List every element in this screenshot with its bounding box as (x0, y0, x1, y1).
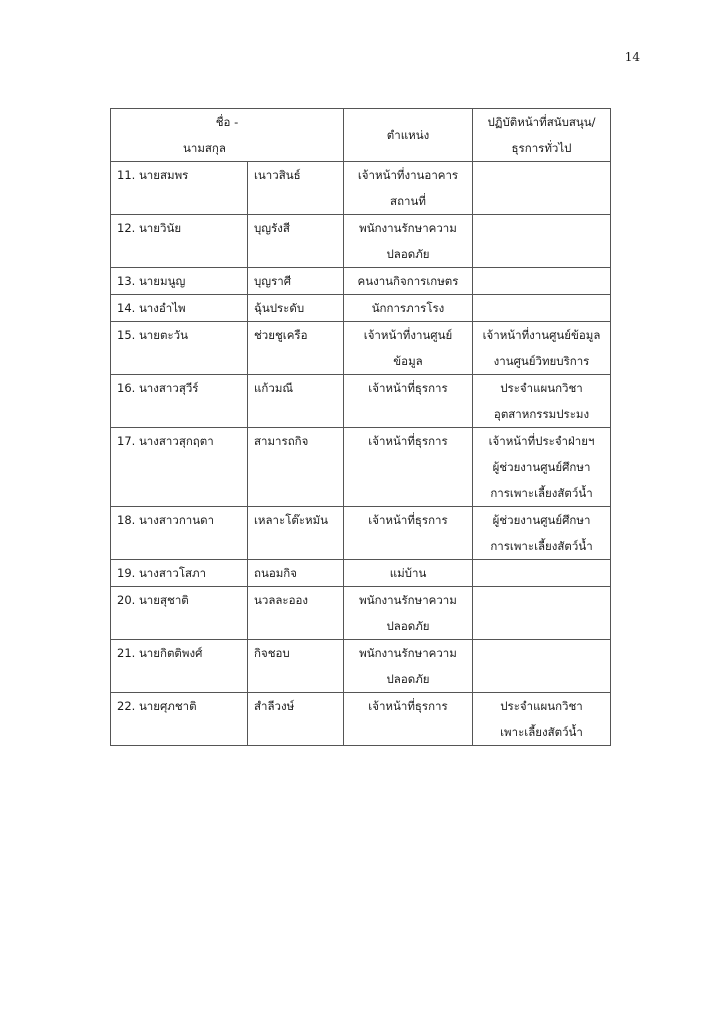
header-duty (473, 109, 611, 162)
table-row (111, 640, 611, 693)
cell-surname: ถนอมกิจ (248, 560, 344, 587)
cell-surname: นวลละออง (248, 587, 344, 640)
cell-duty (473, 587, 611, 640)
table-row (111, 322, 611, 375)
cell-duty (473, 507, 611, 560)
header-position: ตำแหน่ง (344, 109, 473, 162)
cell-position (344, 268, 473, 295)
cell-name: 21. นายกิตติพงศ์ (111, 640, 248, 693)
cell-name: 17. นางสาวสุกฤตา (111, 428, 248, 507)
cell-surname: บุญรังสี (248, 215, 344, 268)
cell-duty (473, 215, 611, 268)
cell-duty-line: อุตสาหกรรมประมง (493, 407, 590, 421)
table-row (111, 162, 611, 215)
table-row (111, 428, 611, 507)
cell-position (344, 215, 473, 268)
cell-position (344, 428, 473, 507)
cell-position-line: เจ้าหน้าที่ธุรการ (368, 699, 448, 713)
cell-name: 22. นายศุภชาติ (111, 693, 248, 746)
cell-position-line: ปลอดภัย (386, 619, 430, 633)
cell-surname: แก้วมณี (248, 375, 344, 428)
header-name: ชื่อ - (215, 115, 239, 129)
cell-duty-line: เจ้าหน้าที่ประจำฝ่ายฯ (488, 434, 595, 448)
cell-position-line: คนงานกิจการเกษตร (357, 274, 459, 288)
header-surname: นามสกุล (183, 141, 226, 155)
table-header-row (111, 109, 611, 162)
cell-position (344, 375, 473, 428)
cell-surname: เนาวสินธ์ (248, 162, 344, 215)
table-row (111, 375, 611, 428)
cell-duty (473, 162, 611, 215)
staff-table (110, 108, 611, 746)
cell-surname: บุญราศี (248, 268, 344, 295)
cell-surname: เหลาะโต๊ะหมัน (248, 507, 344, 560)
cell-position-line: เจ้าหน้าที่งานศูนย์ (363, 328, 453, 342)
cell-position (344, 322, 473, 375)
cell-position-line: เจ้าหน้าที่ธุรการ (368, 513, 448, 527)
cell-position-line: ข้อมูล (393, 354, 423, 368)
cell-position (344, 640, 473, 693)
cell-duty-line: ผู้ช่วยงานศูนย์ศึกษา (492, 513, 591, 527)
cell-position-line: พนักงานรักษาความ (359, 646, 457, 660)
cell-duty (473, 295, 611, 322)
cell-position-line: พนักงานรักษาความ (359, 593, 457, 607)
cell-name: 16. นางสาวสุวีร์ (111, 375, 248, 428)
cell-position (344, 587, 473, 640)
cell-surname: สำลีวงษ์ (248, 693, 344, 746)
cell-duty-line: ผู้ช่วยงานศูนย์ศึกษา (492, 460, 591, 474)
header-name-cell (111, 109, 344, 162)
cell-position-line: แม่บ้าน (389, 566, 427, 580)
cell-duty (473, 375, 611, 428)
page-number: 14 (624, 50, 640, 64)
table-row (111, 295, 611, 322)
table-row (111, 215, 611, 268)
cell-duty-line: เพาะเลี้ยงสัตว์น้ำ (500, 725, 583, 739)
cell-duty (473, 560, 611, 587)
cell-position (344, 560, 473, 587)
cell-name: 20. นายสุชาติ (111, 587, 248, 640)
cell-duty-line: การเพาะเลี้ยงสัตว์น้ำ (490, 539, 593, 553)
table-row (111, 560, 611, 587)
cell-position-line: เจ้าหน้าที่ธุรการ (368, 434, 448, 448)
cell-position-line: ปลอดภัย (386, 672, 430, 686)
cell-surname: กิจชอบ (248, 640, 344, 693)
cell-duty (473, 322, 611, 375)
table-row (111, 268, 611, 295)
cell-position-line: เจ้าหน้าที่ธุรการ (368, 381, 448, 395)
cell-name: 15. นายตะวัน (111, 322, 248, 375)
table-row (111, 587, 611, 640)
header-duty-line: ปฏิบัติหน้าที่สนับสนุน/ (487, 115, 596, 129)
cell-position-line: พนักงานรักษาความ (359, 221, 457, 235)
cell-position (344, 295, 473, 322)
cell-duty (473, 693, 611, 746)
table-row (111, 693, 611, 746)
table-body (111, 162, 611, 746)
cell-name: 11. นายสมพร (111, 162, 248, 215)
cell-duty-line: การเพาะเลี้ยงสัตว์น้ำ (490, 486, 593, 500)
cell-position-line: เจ้าหน้าที่งานอาคาร (357, 168, 459, 182)
cell-position-line: นักการภารโรง (371, 301, 445, 315)
cell-surname: สามารถกิจ (248, 428, 344, 507)
cell-duty (473, 268, 611, 295)
cell-position (344, 693, 473, 746)
cell-duty-line: ประจำแผนกวิชา (500, 699, 583, 713)
cell-duty-line: เจ้าหน้าที่งานศูนย์ข้อมูล (482, 328, 601, 342)
cell-name: 14. นางอำไพ (111, 295, 248, 322)
cell-name: 13. นายมนูญ (111, 268, 248, 295)
cell-position (344, 162, 473, 215)
cell-duty (473, 428, 611, 507)
cell-position-line: สถานที่ (390, 194, 426, 208)
cell-surname: ช่วยชูเครือ (248, 322, 344, 375)
cell-name: 18. นางสาวกานดา (111, 507, 248, 560)
table-row (111, 507, 611, 560)
cell-name: 19. นางสาวโสภา (111, 560, 248, 587)
header-duty-line: ธุรการทั่วไป (511, 141, 572, 155)
cell-position-line: ปลอดภัย (386, 247, 430, 261)
cell-duty-line: งานศูนย์วิทยบริการ (493, 354, 590, 368)
cell-position (344, 507, 473, 560)
cell-duty (473, 640, 611, 693)
cell-name: 12. นายวินัย (111, 215, 248, 268)
cell-duty-line: ประจำแผนกวิชา (500, 381, 583, 395)
cell-surname: ฉุ้นประดับ (248, 295, 344, 322)
